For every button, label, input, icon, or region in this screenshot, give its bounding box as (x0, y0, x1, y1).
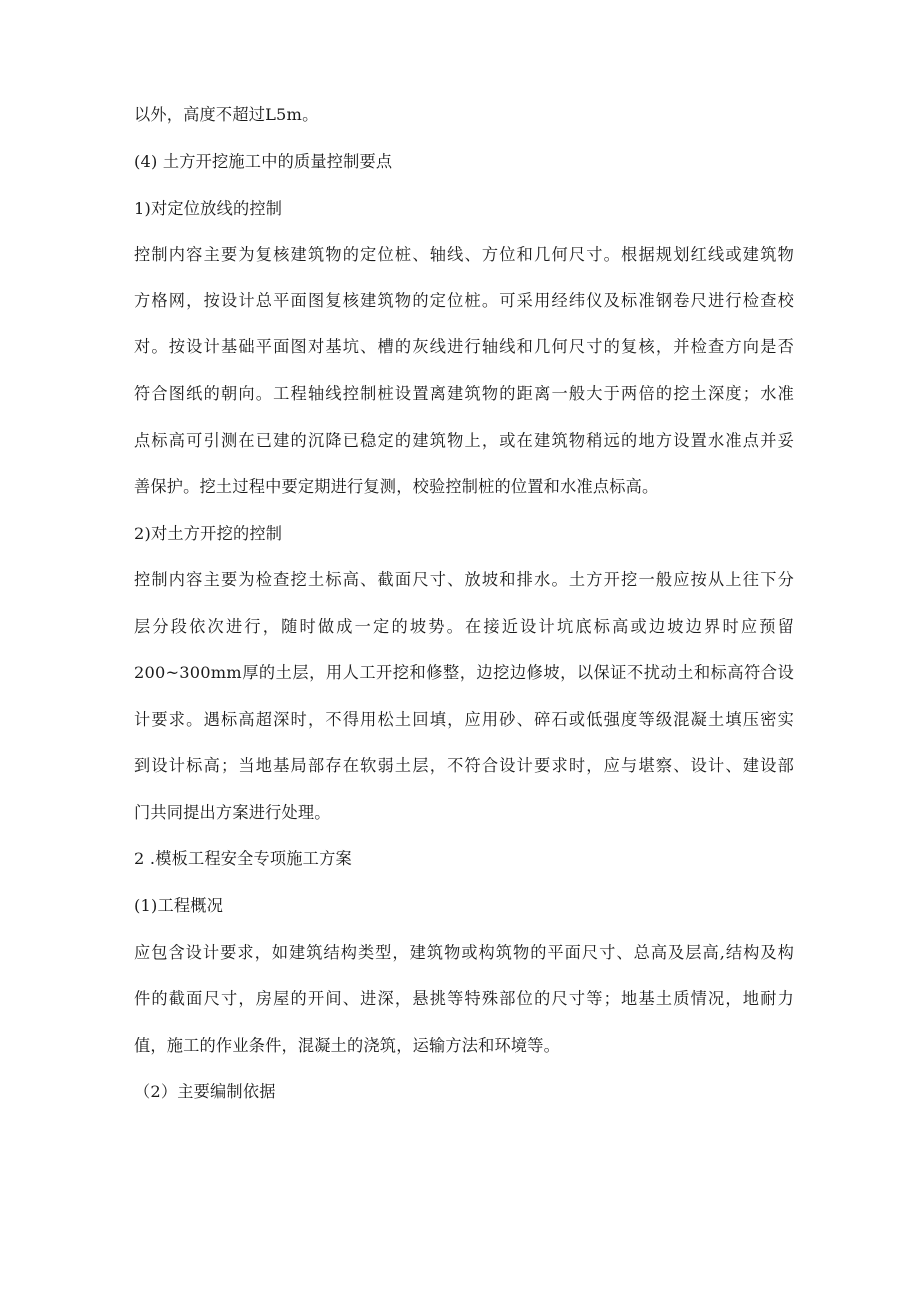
paragraph-line: 符合图纸的朝向。工程轴线控制桩设置离建筑物的距离一般大于两倍的挖土深度；水准 (134, 384, 794, 403)
paragraph-line: 方格网，按设计总平面图复核建筑物的定位桩。可采用经纬仪及标准钢卷尺进行检查校 (134, 291, 794, 310)
subsection-heading: （2）主要编制依据 (134, 1082, 276, 1101)
paragraph-line: 对。按设计基础平面图对基坑、槽的灰线进行轴线和几何尺寸的复核，并检查方向是否 (134, 337, 794, 356)
subsection-heading: 1)对定位放线的控制 (134, 199, 283, 218)
paragraph-line: 到设计标高；当地基局部存在软弱土层，不符合设计要求时，应与堪察、设计、建设部 (134, 756, 794, 775)
paragraph-line: 200~300mm厚的土层，用人工开挖和修整，边挖边修坡，以保证不扰动土和标高符合设 (134, 663, 794, 682)
text-line: 以外，高度不超过L5m。 (134, 105, 319, 124)
paragraph-line: 点标高可引测在已建的沉降已稳定的建筑物上，或在建筑物稍远的地方设置水准点并妥 (134, 431, 794, 450)
subsection-heading: 2)对土方开挖的控制 (134, 524, 283, 543)
paragraph-line: 控制内容主要为检查挖土标高、截面尺寸、放坡和排水。土方开挖一般应按从上往下分 (134, 570, 794, 589)
section-heading: (4) 土方开挖施工中的质量控制要点 (134, 152, 393, 171)
paragraph-line: 善保护。挖土过程中要定期进行复测，校验控制桩的位置和水准点标高。 (134, 477, 659, 496)
section-heading: 2 .模板工程安全专项施工方案 (134, 849, 352, 868)
paragraph-line: 应包含设计要求，如建筑结构类型，建筑物或构筑物的平面尺寸、总高及层高,结构及构 (134, 943, 794, 962)
paragraph-line: 件的截面尺寸，房屋的开间、进深，悬挑等特殊部位的尺寸等；地基土质情况，地耐力 (134, 989, 794, 1008)
paragraph-line: 层分段依次进行，随时做成一定的坡势。在接近设计坑底标高或边坡边界时应预留 (134, 617, 794, 636)
paragraph-line: 值，施工的作业条件，混凝土的浇筑，运输方法和环境等。 (134, 1036, 561, 1055)
subsection-heading: (1)工程概况 (134, 896, 224, 915)
paragraph-line: 控制内容主要为复核建筑物的定位桩、轴线、方位和几何尺寸。根据规划红线或建筑物 (134, 245, 794, 264)
paragraph-line: 门共同提出方案进行处理。 (134, 803, 331, 822)
paragraph-line: 计要求。遇标高超深时，不得用松土回填，应用砂、碎石或低强度等级混凝土填压密实 (134, 710, 794, 729)
